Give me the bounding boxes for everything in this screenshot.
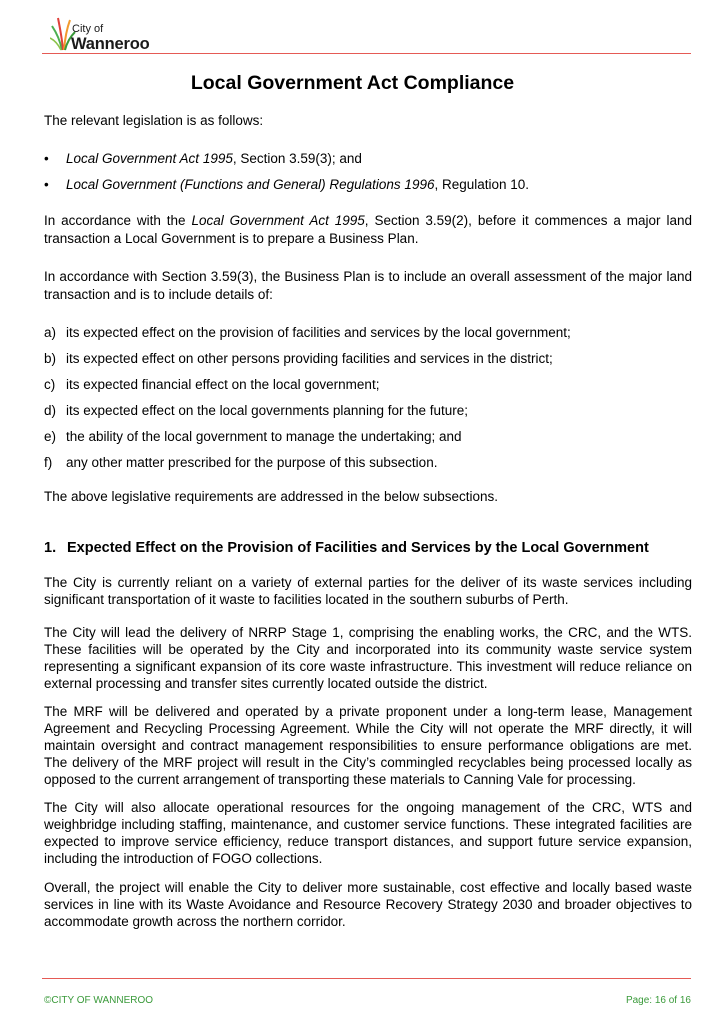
business-plan-paragraph: In accordance with the Local Government Act 1995, Section 3.59(2), before it commences a major land transaction a Local Government is to prepare a Business Plan. [44,213,692,246]
footer-copyright: ©CITY OF WANNEROO [44,995,154,1006]
section-paragraph: The City will also allocate operational resources for the ongoing management of the CRC, WTS and weighbridge including staffing, maintenance, and customer service functions. These integrated facilities are expected to improve service efficiency, reduce transport distances, and support future service expansion, including the introduction of FOGO collections. [44,800,692,866]
bullet-icon: • [44,151,49,166]
logo-wanneroo-text: Wanneroo [71,35,150,53]
section-heading: 1. Expected Effect on the Provision of Facilities and Services by the Local Government [44,540,649,556]
section-paragraph: The City will lead the delivery of NRRP Stage 1, comprising the enabling works, the CRC, and the WTS. These facilities will be operated by the City and incorporated into its community waste service system representing a significant expansion of its core waste infrastructure. This investment will reduce reliance on external processing and transfer sites currently located outside the district. [44,625,692,691]
header-divider [42,53,691,54]
logo-city-of-text: City of [72,23,104,35]
bullet-icon: • [44,177,49,192]
page-title: Local Government Act Compliance [190,72,515,94]
legislation-title: Local Government Act 1995 [66,151,233,166]
city-logo [50,14,170,54]
footer-divider [42,978,691,979]
footer-page-number: Page: 16 of 16 [625,995,691,1006]
requirements-note: The above legislative requirements are addressed in the below subsections. [44,489,499,504]
section-paragraph: The City is currently reliant on a variety of external parties for the deliver of its waste services including significant transportation of it waste to facilities located in the southern suburbs of Perth. [44,575,692,607]
legislation-title: Local Government (Functions and General) Regulations 1996 [66,177,435,192]
legislation-detail: , Section 3.59(3); and [232,151,362,166]
legislation-detail: , Regulation 10. [434,177,530,192]
intro-text: The relevant legislation is as follows: [44,113,264,128]
section-paragraph: Overall, the project will enable the City to deliver more sustainable, cost effective and locally based waste services in line with its Waste Avoidance and Resource Recovery Strategy 2030 and broader objectives to accommodate growth across the northern corridor. [44,880,692,929]
assessment-paragraph: In accordance with Section 3.59(3), the Business Plan is to include an overall assessment of the major land transaction and is to include details of: [44,269,692,302]
section-paragraph: The MRF will be delivered and operated by a private proponent under a long-term lease, Management Agreement and Recycling Processing Agreement. While the City will not operate the MRF directly, it will maintain oversight and contract management responsibilities to ensure performance obligations are met. The delivery of the MRF project will result in the City’s commingled recyclables being processed locally as opposed to the current arrangement of transporting these materials to Canning Vale for processing. [44,704,692,787]
